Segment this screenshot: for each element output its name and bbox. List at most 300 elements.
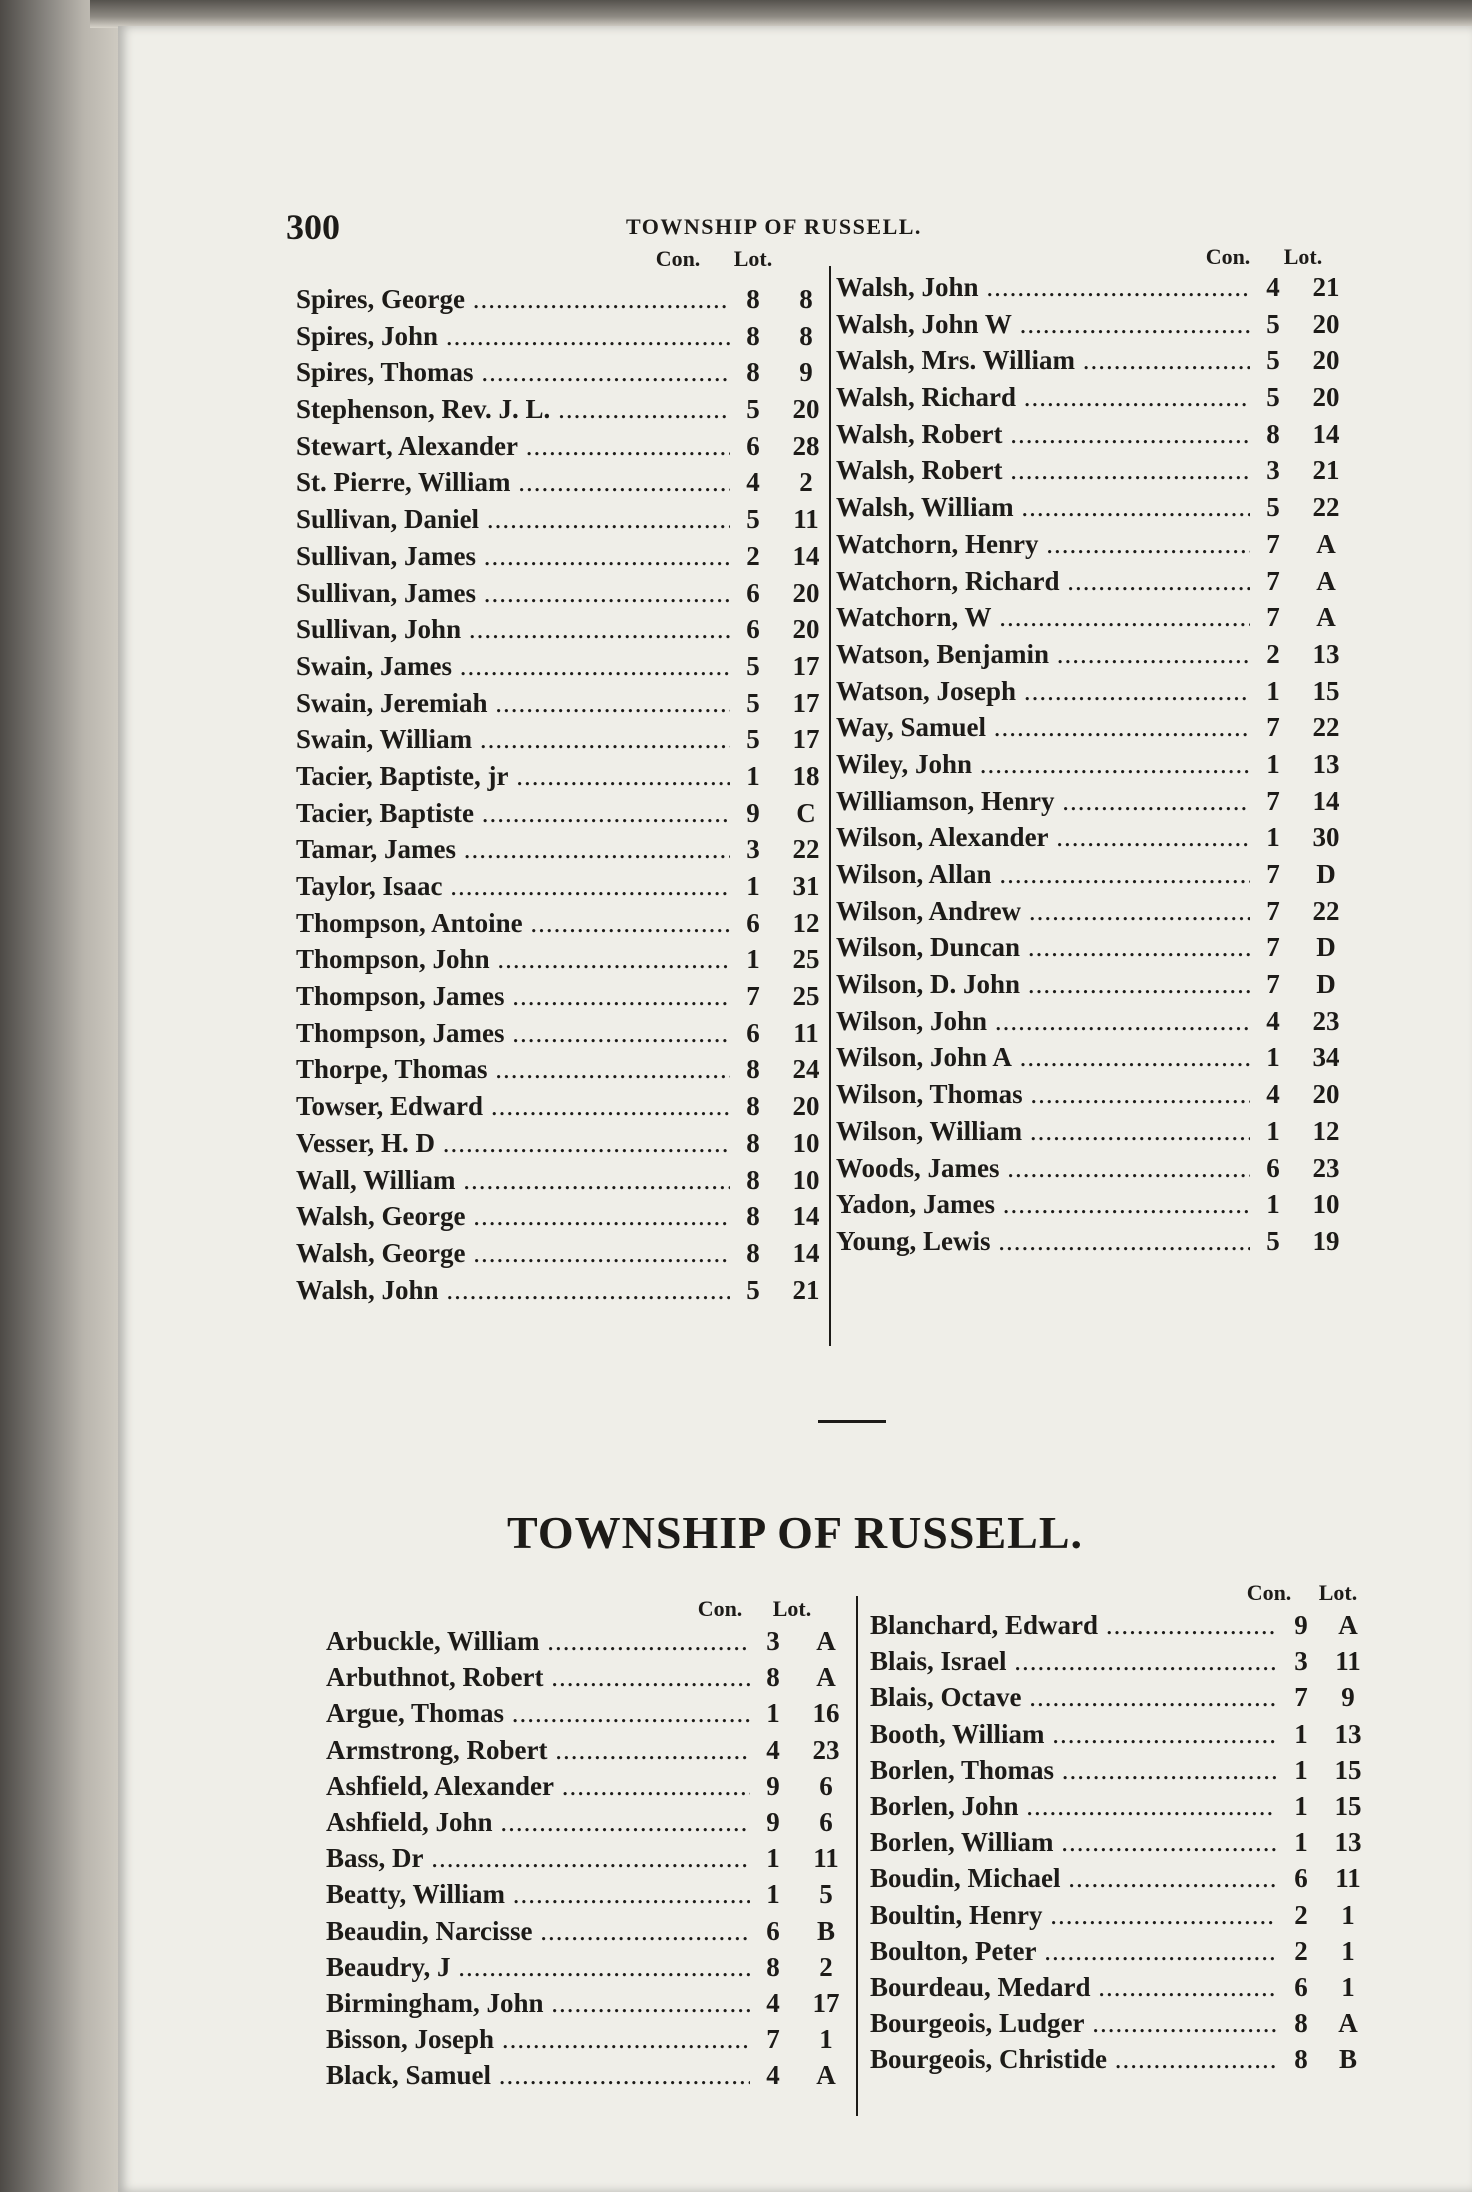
- resident-name: Walsh, William .....: [836, 492, 1250, 523]
- list-item: [836, 822, 1356, 859]
- concession-number: 6: [766, 1915, 780, 1946]
- list-item: [296, 1201, 836, 1238]
- lot-number: 30: [1312, 822, 1340, 853]
- concession-number: 5: [1266, 1225, 1280, 1256]
- concession-number: 4: [746, 467, 760, 498]
- lot-number: 25: [792, 944, 820, 975]
- concession-number: 7: [1266, 895, 1280, 926]
- lot-number: 10: [792, 1127, 820, 1158]
- list-item: [326, 1843, 856, 1879]
- resident-name: Wiley, John .....: [836, 749, 1250, 780]
- resident-name: Wilson, William .....: [836, 1116, 1250, 1147]
- concession-number: 5: [1266, 308, 1280, 339]
- list-item: [296, 504, 836, 541]
- concession-number: 2: [1294, 1899, 1308, 1930]
- lot-number: 28: [792, 430, 820, 461]
- list-item: [836, 272, 1356, 309]
- lot-header: Lot.: [1318, 1580, 1358, 1605]
- resident-name: Stewart, Alexander .....: [296, 431, 730, 462]
- lot-number: 9: [1341, 1682, 1355, 1713]
- resident-name: Tacier, Baptiste, jr .....: [296, 761, 730, 792]
- concession-number: 2: [746, 540, 760, 571]
- lot-number: A: [816, 2060, 836, 2091]
- concession-number: 8: [746, 284, 760, 314]
- lot-number: 11: [793, 504, 819, 535]
- resident-name: Bourdeau, Medard .....: [870, 1972, 1276, 2003]
- concession-number: 1: [766, 1879, 780, 1910]
- concession-number: 8: [1294, 2044, 1308, 2075]
- list-item: [836, 492, 1356, 529]
- concession-number: 8: [766, 1951, 780, 1982]
- resident-name: Arbuthnot, Robert .....: [326, 1662, 750, 1693]
- list-item: [296, 321, 836, 358]
- concession-number: 7: [1266, 528, 1280, 559]
- list-item: [326, 1771, 856, 1807]
- resident-name: Argue, Thomas .....: [326, 1698, 750, 1729]
- lot-number: C: [796, 797, 816, 828]
- resident-name: Walsh, Richard .....: [836, 382, 1250, 413]
- list-item: [870, 1646, 1370, 1682]
- resident-name: Arbuckle, William .....: [326, 1626, 750, 1657]
- resident-name: Wilson, John A .....: [836, 1042, 1250, 1073]
- resident-name: Bass, Dr .....: [326, 1843, 750, 1874]
- resident-name: Wilson, John .....: [836, 1006, 1250, 1037]
- list-item: [870, 1972, 1370, 2008]
- resident-name: Thompson, James .....: [296, 981, 730, 1012]
- resident-name: Borlen, Thomas .....: [870, 1755, 1276, 1786]
- concession-number: 4: [766, 1734, 780, 1765]
- concession-number: 8: [746, 1164, 760, 1195]
- resident-name: Thompson, John .....: [296, 944, 730, 975]
- resident-name: Black, Samuel .....: [326, 2060, 750, 2091]
- lot-number: 23: [1312, 1152, 1340, 1183]
- concession-number: 1: [746, 871, 760, 901]
- resident-name: Walsh, John W .....: [836, 309, 1250, 340]
- lot-number: 19: [1312, 1225, 1340, 1256]
- list-item: [836, 309, 1356, 346]
- concession-number: 6: [746, 430, 760, 461]
- list-item: [296, 357, 836, 394]
- lot-number: 8: [799, 284, 813, 314]
- resident-name: Ashfield, Alexander .....: [326, 1771, 750, 1802]
- lot-number: 15: [1312, 675, 1340, 706]
- resident-name: Spires, Thomas .....: [296, 357, 730, 388]
- resident-name: Sullivan, James .....: [296, 578, 730, 609]
- lot-number: B: [816, 1915, 835, 1946]
- lot-number: 17: [792, 724, 820, 755]
- lot-number: A: [816, 1626, 836, 1656]
- lot-number: 20: [792, 1091, 820, 1122]
- concession-number: 4: [766, 1987, 780, 2018]
- concession-number: 1: [746, 760, 760, 791]
- list-item: [296, 1091, 836, 1128]
- list-item: [870, 2044, 1370, 2080]
- lot-number: 25: [792, 981, 820, 1012]
- lot-number: 1: [1341, 1971, 1355, 2002]
- lot-number: 2: [819, 1951, 833, 1982]
- lot-number: 14: [792, 540, 820, 571]
- listing-top-right: [836, 272, 1356, 1263]
- lot-number: 14: [792, 1237, 820, 1268]
- concession-number: 1: [1266, 822, 1280, 853]
- lot-number: 23: [812, 1734, 840, 1765]
- concession-number: 1: [1294, 1827, 1308, 1858]
- resident-name: Wilson, Alexander .....: [836, 822, 1250, 853]
- lot-number: 21: [1312, 272, 1340, 302]
- resident-name: Williamson, Henry .....: [836, 786, 1250, 817]
- concession-number: 7: [1266, 932, 1280, 963]
- lot-number: 2: [799, 467, 813, 498]
- concession-number: 7: [766, 2024, 780, 2055]
- concession-number: 1: [766, 1698, 780, 1729]
- concession-number: 8: [746, 1237, 760, 1268]
- list-item: [870, 2008, 1370, 2044]
- column-divider-top: [829, 266, 831, 1346]
- con-header: Con.: [697, 1596, 743, 1621]
- list-item: [326, 1988, 856, 2024]
- list-item: [296, 614, 836, 651]
- concession-number: 8: [1294, 2008, 1308, 2039]
- list-item: [836, 639, 1356, 676]
- resident-name: Watchorn, Henry .....: [836, 529, 1250, 560]
- list-item: [326, 2024, 856, 2060]
- concession-number: 5: [1266, 345, 1280, 376]
- list-item: [326, 1952, 856, 1988]
- list-item: [296, 1128, 836, 1165]
- list-item: [836, 1116, 1356, 1153]
- list-item: [296, 908, 836, 945]
- lot-number: 12: [792, 907, 820, 938]
- concession-number: 7: [1266, 969, 1280, 1000]
- section-title: TOWNSHIP OF RUSSELL.: [507, 1507, 1083, 1558]
- column-header-top-left: [638, 246, 788, 272]
- listing-bottom-right: [870, 1610, 1370, 2080]
- concession-number: 9: [1294, 1610, 1308, 1640]
- lot-number: 1: [1341, 1899, 1355, 1930]
- concession-number: 8: [746, 1054, 760, 1085]
- running-title: TOWNSHIP OF RUSSELL.: [626, 214, 922, 239]
- resident-name: Young, Lewis .....: [836, 1226, 1250, 1257]
- resident-name: Walsh, Robert .....: [836, 419, 1250, 450]
- lot-number: 18: [792, 760, 820, 791]
- listing-bottom-left: [326, 1626, 856, 2096]
- resident-name: Watchorn, W .....: [836, 602, 1250, 633]
- list-item: [296, 1165, 836, 1202]
- concession-number: 1: [746, 944, 760, 975]
- concession-number: 5: [746, 650, 760, 681]
- lot-number: 20: [1312, 1079, 1340, 1110]
- resident-name: Armstrong, Robert .....: [326, 1735, 750, 1766]
- lot-number: 20: [1312, 308, 1340, 339]
- resident-name: Sullivan, James .....: [296, 541, 730, 572]
- concession-number: 8: [746, 357, 760, 388]
- resident-name: Tamar, James .....: [296, 834, 730, 865]
- list-item: [296, 431, 836, 468]
- concession-number: 8: [746, 1127, 760, 1158]
- con-header: Con.: [1246, 1580, 1292, 1605]
- list-item: [836, 712, 1356, 749]
- resident-name: Blanchard, Edward .....: [870, 1610, 1276, 1641]
- concession-number: 6: [1294, 1863, 1308, 1894]
- concession-number: 2: [1294, 1935, 1308, 1966]
- list-item: [296, 578, 836, 615]
- con-header: Con.: [655, 246, 701, 271]
- resident-name: Wilson, Thomas .....: [836, 1079, 1250, 1110]
- list-item: [296, 1054, 836, 1091]
- lot-number: A: [816, 1662, 836, 1693]
- resident-name: Walsh, George .....: [296, 1238, 730, 1269]
- concession-number: 6: [746, 907, 760, 938]
- list-item: [296, 394, 836, 431]
- lot-number: 13: [1312, 638, 1340, 669]
- resident-name: Wilson, Duncan .....: [836, 932, 1250, 963]
- concession-number: 1: [1294, 1754, 1308, 1785]
- resident-name: Swain, William .....: [296, 724, 730, 755]
- section-rule: [818, 1420, 886, 1423]
- concession-number: 8: [746, 1201, 760, 1232]
- resident-name: Borlen, John .....: [870, 1791, 1276, 1822]
- resident-name: Blais, Israel .....: [870, 1646, 1276, 1677]
- list-item: [836, 932, 1356, 969]
- list-item: [836, 749, 1356, 786]
- list-item: [296, 834, 836, 871]
- lot-number: 11: [1335, 1863, 1361, 1894]
- page-top-edge: [90, 0, 1472, 28]
- lot-number: 5: [819, 1879, 833, 1910]
- resident-name: Spires, John .....: [296, 321, 730, 352]
- lot-number: 13: [1312, 748, 1340, 779]
- list-item: [836, 345, 1356, 382]
- list-item: [836, 1153, 1356, 1190]
- lot-number: A: [1316, 602, 1336, 633]
- resident-name: Walsh, John .....: [296, 1275, 730, 1306]
- lot-header: Lot.: [733, 246, 773, 271]
- lot-number: 10: [1312, 1189, 1340, 1220]
- list-item: [326, 1626, 856, 1662]
- concession-number: 6: [1266, 1152, 1280, 1183]
- lot-number: A: [1338, 2008, 1358, 2039]
- resident-name: Bisson, Joseph .....: [326, 2024, 750, 2055]
- list-item: [836, 676, 1356, 713]
- concession-number: 9: [766, 1806, 780, 1837]
- lot-number: 20: [792, 614, 820, 645]
- column-header-bottom-right: [1232, 1580, 1370, 1606]
- resident-name: Beatty, William .....: [326, 1879, 750, 1910]
- resident-name: Blais, Octave .....: [870, 1682, 1276, 1713]
- resident-name: Wilson, D. John .....: [836, 969, 1250, 1000]
- lot-number: B: [1338, 2044, 1357, 2075]
- list-item: [836, 896, 1356, 933]
- resident-name: Bourgeois, Christide .....: [870, 2044, 1276, 2075]
- resident-name: Walsh, George .....: [296, 1201, 730, 1232]
- list-item: [296, 651, 836, 688]
- column-divider-bottom: [856, 1596, 858, 2116]
- concession-number: 1: [1294, 1790, 1308, 1821]
- lot-number: 8: [799, 320, 813, 351]
- list-item: [870, 1755, 1370, 1791]
- concession-number: 5: [746, 724, 760, 755]
- lot-number: 11: [1335, 1646, 1361, 1677]
- resident-name: Wilson, Allan .....: [836, 859, 1250, 890]
- list-item: [870, 1719, 1370, 1755]
- list-item: [326, 1807, 856, 1843]
- list-item: [870, 1791, 1370, 1827]
- concession-number: 6: [746, 614, 760, 645]
- con-header: Con.: [1205, 244, 1251, 269]
- list-item: [296, 1238, 836, 1275]
- lot-number: A: [1316, 565, 1336, 596]
- list-item: [870, 1827, 1370, 1863]
- concession-number: 4: [1266, 272, 1280, 302]
- resident-name: Way, Samuel .....: [836, 712, 1250, 743]
- concession-number: 8: [1266, 418, 1280, 449]
- lot-number: 17: [792, 650, 820, 681]
- list-item: [870, 1900, 1370, 1936]
- concession-number: 5: [746, 504, 760, 535]
- lot-number: 1: [819, 2024, 833, 2055]
- list-item: [836, 1042, 1356, 1079]
- list-item: [836, 1226, 1356, 1263]
- concession-number: 1: [1266, 675, 1280, 706]
- concession-number: 4: [1266, 1005, 1280, 1036]
- concession-number: 4: [1266, 1079, 1280, 1110]
- concession-number: 3: [1266, 455, 1280, 486]
- list-item: [836, 382, 1356, 419]
- concession-number: 6: [1294, 1971, 1308, 2002]
- resident-name: Yadon, James .....: [836, 1189, 1250, 1220]
- lot-header: Lot.: [1283, 244, 1323, 269]
- list-item: [870, 1936, 1370, 1972]
- lot-number: 11: [793, 1017, 819, 1048]
- lot-number: 20: [792, 394, 820, 425]
- resident-name: Tacier, Baptiste .....: [296, 798, 730, 829]
- concession-number: 5: [746, 394, 760, 425]
- lot-number: 22: [1312, 895, 1340, 926]
- lot-number: 6: [819, 1806, 833, 1837]
- resident-name: Walsh, John .....: [836, 272, 1250, 303]
- lot-number: 11: [813, 1843, 839, 1874]
- lot-number: 17: [812, 1987, 840, 2018]
- lot-number: 14: [1312, 418, 1340, 449]
- concession-number: 6: [746, 577, 760, 608]
- lot-number: 24: [792, 1054, 820, 1085]
- concession-number: 7: [1294, 1682, 1308, 1713]
- list-item: [296, 284, 836, 321]
- lot-number: 21: [1312, 455, 1340, 486]
- book-spine: [0, 0, 120, 2192]
- concession-number: 9: [746, 797, 760, 828]
- concession-number: 3: [746, 834, 760, 865]
- listing-top-left: [296, 284, 836, 1311]
- lot-number: 22: [792, 834, 820, 865]
- concession-number: 5: [746, 1274, 760, 1305]
- list-item: [296, 761, 836, 798]
- lot-number: 20: [792, 577, 820, 608]
- lot-number: A: [1316, 528, 1336, 559]
- list-item: [870, 1682, 1370, 1718]
- resident-name: Stephenson, Rev. J. L. .....: [296, 394, 730, 425]
- lot-number: 14: [1312, 785, 1340, 816]
- list-item: [836, 1006, 1356, 1043]
- list-item: [836, 969, 1356, 1006]
- lot-number: 31: [792, 871, 820, 901]
- list-item: [296, 944, 836, 981]
- list-item: [326, 2060, 856, 2096]
- book-page: [118, 26, 1472, 2192]
- resident-name: Swain, Jeremiah .....: [296, 688, 730, 719]
- lot-number: 23: [1312, 1005, 1340, 1036]
- concession-number: 2: [1266, 638, 1280, 669]
- list-item: [296, 1018, 836, 1055]
- list-item: [296, 467, 836, 504]
- resident-name: Thorpe, Thomas .....: [296, 1054, 730, 1085]
- concession-number: 7: [1266, 785, 1280, 816]
- list-item: [836, 859, 1356, 896]
- list-item: [836, 1079, 1356, 1116]
- lot-number: 20: [1312, 382, 1340, 413]
- concession-number: 3: [766, 1626, 780, 1656]
- list-item: [326, 1735, 856, 1771]
- lot-number: 13: [1334, 1718, 1362, 1749]
- resident-name: Watson, Joseph .....: [836, 676, 1250, 707]
- lot-number: 12: [1312, 1115, 1340, 1146]
- concession-number: 8: [746, 320, 760, 351]
- concession-number: 5: [1266, 382, 1280, 413]
- list-item: [836, 786, 1356, 823]
- resident-name: Walsh, Robert .....: [836, 455, 1250, 486]
- list-item: [326, 1916, 856, 1952]
- lot-number: 13: [1334, 1827, 1362, 1858]
- list-item: [870, 1610, 1370, 1646]
- list-item: [836, 602, 1356, 639]
- resident-name: Birmingham, John .....: [326, 1988, 750, 2019]
- concession-number: 7: [1266, 712, 1280, 743]
- lot-number: D: [1316, 859, 1336, 889]
- list-item: [836, 1189, 1356, 1226]
- resident-name: Woods, James .....: [836, 1153, 1250, 1184]
- lot-number: 15: [1334, 1754, 1362, 1785]
- lot-number: 21: [792, 1274, 820, 1305]
- list-item: [326, 1698, 856, 1734]
- resident-name: Boudin, Michael .....: [870, 1863, 1276, 1894]
- lot-number: 22: [1312, 712, 1340, 743]
- lot-number: 20: [1312, 345, 1340, 376]
- resident-name: Taylor, Isaac .....: [296, 871, 730, 902]
- resident-name: Wall, William .....: [296, 1165, 730, 1196]
- list-item: [296, 724, 836, 761]
- lot-number: D: [1316, 969, 1336, 1000]
- concession-number: 6: [746, 1017, 760, 1048]
- lot-number: 9: [799, 357, 813, 388]
- resident-name: Beaudin, Narcisse .....: [326, 1916, 750, 1947]
- resident-name: Bourgeois, Ludger .....: [870, 2008, 1276, 2039]
- column-header-top-right: [1188, 244, 1338, 270]
- resident-name: Sullivan, Daniel .....: [296, 504, 730, 535]
- resident-name: Thompson, Antoine .....: [296, 908, 730, 939]
- resident-name: Ashfield, John .....: [326, 1807, 750, 1838]
- concession-number: 1: [766, 1843, 780, 1874]
- concession-number: 1: [1266, 748, 1280, 779]
- lot-number: 15: [1334, 1790, 1362, 1821]
- resident-name: Borlen, William .....: [870, 1827, 1276, 1858]
- concession-number: 3: [1294, 1646, 1308, 1677]
- concession-number: 7: [1266, 859, 1280, 889]
- list-item: [870, 1863, 1370, 1899]
- list-item: [296, 688, 836, 725]
- resident-name: Swain, James .....: [296, 651, 730, 682]
- resident-name: Spires, George .....: [296, 284, 730, 315]
- concession-number: 5: [746, 687, 760, 718]
